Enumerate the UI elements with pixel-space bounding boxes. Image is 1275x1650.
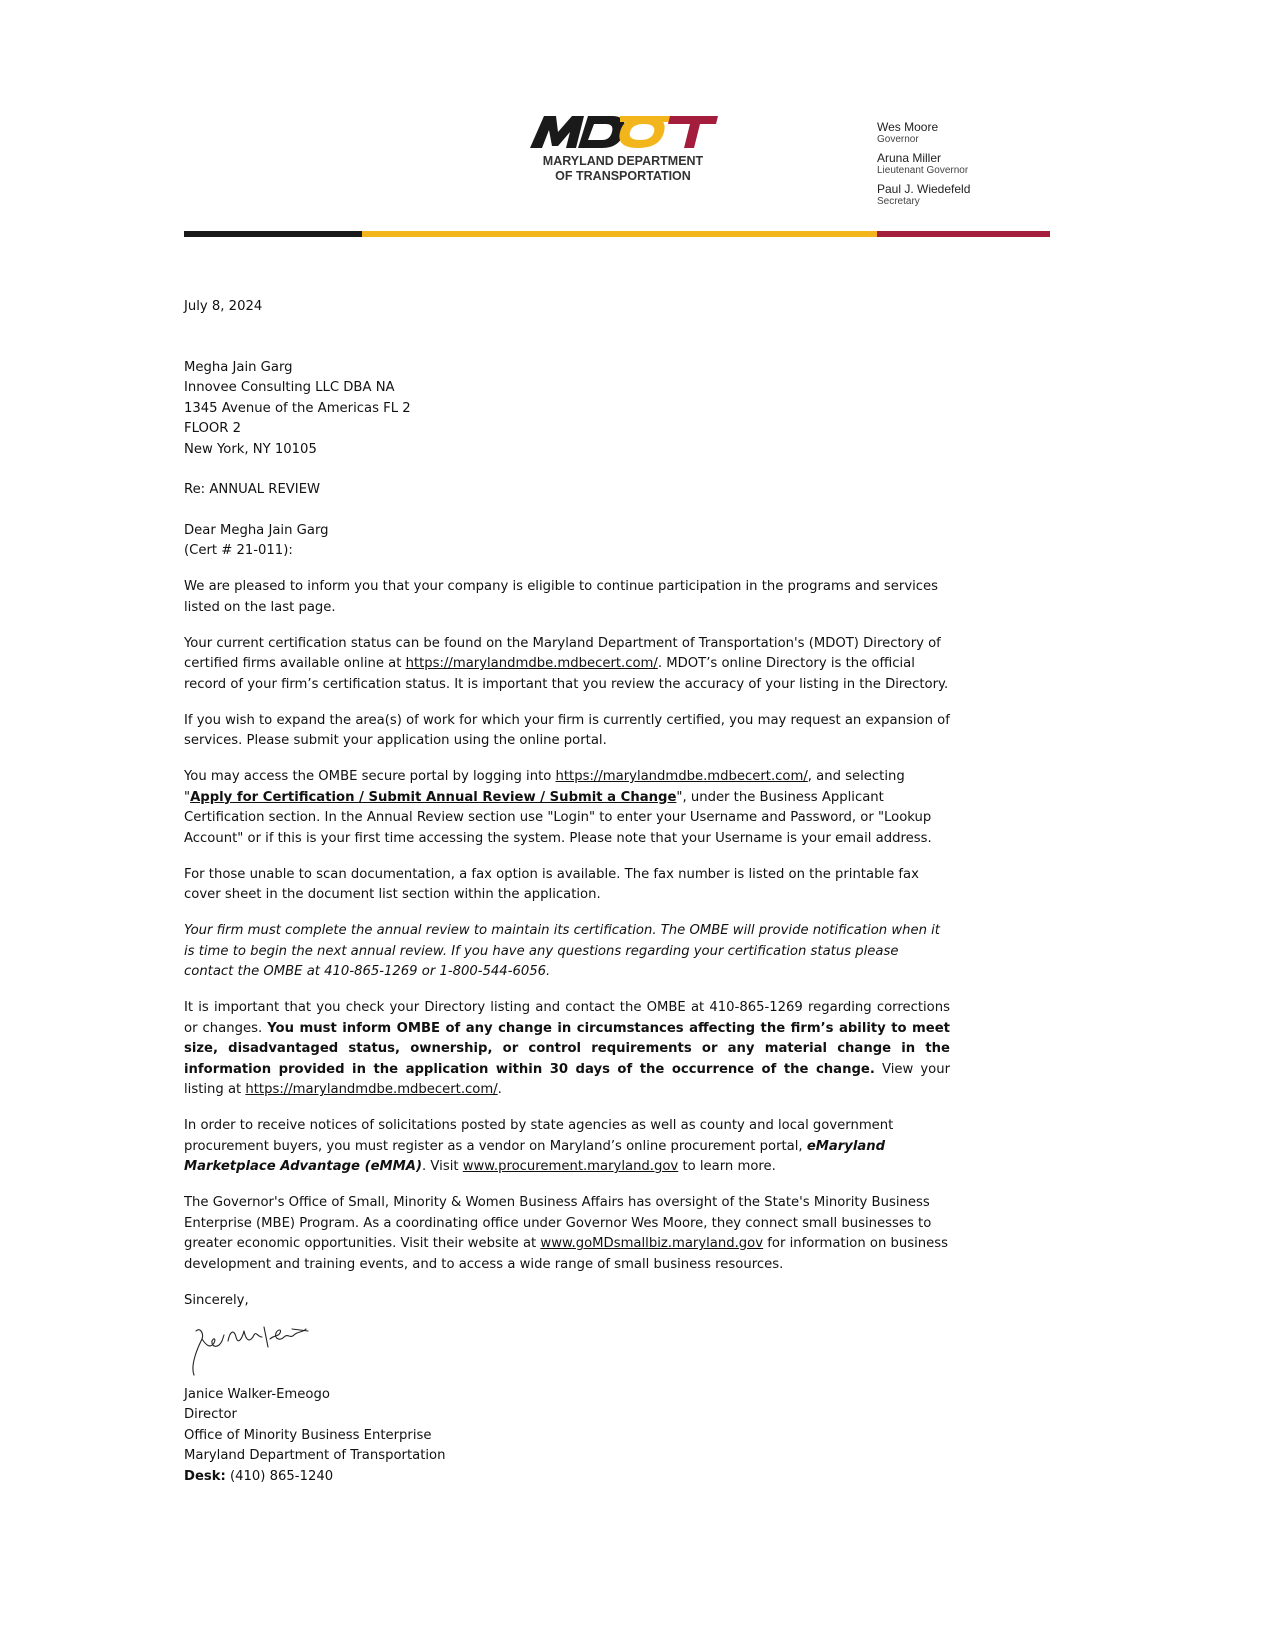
recipient-name: Megha Jain Garg	[184, 359, 293, 375]
listing-link[interactable]: https://marylandmdbe.mdbecert.com/	[245, 1082, 498, 1097]
letter-body	[184, 297, 950, 1487]
recipient-address-line-2: FLOOR 2	[184, 421, 241, 436]
closing: Sincerely,	[184, 1292, 249, 1308]
paragraph-expansion: If you wish to expand the area(s) of work for which your firm is currently certified, you may request an expansion of services. Please submit your application using the online portal.	[184, 712, 950, 748]
official-secretary	[877, 183, 1047, 207]
apply-for-certification-label: Apply for Certification / Submit Annual Review / Submit a Change	[190, 789, 677, 805]
paragraph-text: It is important that you check your Directory listing and contact the OMBE at 410-865-1269 regarding corrections or changes.	[184, 1000, 950, 1036]
subject-line: Re: ANNUAL REVIEW	[184, 482, 321, 497]
official-title: Lieutenant Governor	[877, 165, 969, 176]
paragraph-annual-review: Your firm must complete the annual review to maintain its certification. The OMBE will provide notification when it is time to begin the next annual review. If you have any questions regarding your certification status please contact the OMBE at 410-865-1269 or 1-800-544-6056.	[184, 923, 940, 979]
paragraph-directory	[184, 634, 950, 696]
bar-black-segment	[184, 231, 362, 237]
signer-title: Director	[184, 1407, 237, 1422]
official-title: Governor	[877, 134, 919, 145]
paragraph-text: You may access the OMBE secure portal by logging into	[184, 769, 556, 784]
gomdsmallbiz-link[interactable]: www.goMDsmallbiz.maryland.gov	[540, 1236, 764, 1251]
official-lt-governor	[877, 152, 1047, 176]
paragraph-text: In order to receive notices of solicitations posted by state agencies as well as county and local government procurement buyers, you must register as a vendor on Maryland’s online procurement portal,	[184, 1118, 894, 1154]
salutation: Dear Megha Jain Garg	[184, 522, 329, 538]
logo-subtitle	[528, 154, 718, 184]
official-name: Aruna Miller	[877, 151, 942, 165]
officials-list	[877, 121, 1047, 214]
recipient-address	[184, 358, 950, 461]
paragraph-text: to learn more.	[678, 1159, 776, 1174]
signer-desk-phone	[184, 1467, 950, 1488]
official-title: Secretary	[877, 196, 920, 207]
paragraph-text: View your listing at	[184, 1061, 951, 1097]
recipient-company: Innovee Consulting LLC DBA NA	[184, 380, 395, 395]
paragraph-text: The Governor's Office of Small, Minority & Women Business Affairs has oversight of the State's Minority Business Enterprise (MBE) Program. As a coordinating office under Governor Wes Moore, they connect small businesses to greater economic opportunities. Visit their website at	[184, 1195, 932, 1251]
signer-department: Maryland Department of Transportation	[184, 1448, 446, 1463]
recipient-city-state-zip: New York, NY 10105	[184, 441, 317, 457]
letter-date: July 8, 2024	[184, 299, 263, 314]
bar-gold-segment	[362, 231, 877, 237]
paragraph-emma	[184, 1116, 950, 1178]
portal-link[interactable]: https://marylandmdbe.mdbecert.com/	[555, 769, 808, 784]
signer-name: Janice Walker-Emeogo	[184, 1386, 330, 1402]
paragraph-changes	[184, 998, 950, 1101]
paragraph-portal	[184, 767, 950, 849]
paragraph-eligibility: We are pleased to inform you that your company is eligible to continue participation in the programs and services listed on the last page.	[184, 579, 939, 615]
desk-label: Desk:	[184, 1468, 226, 1484]
salutation-block	[184, 521, 950, 562]
signature-image	[184, 1317, 309, 1377]
signer-office: Office of Minority Business Enterprise	[184, 1427, 432, 1443]
paragraph-text: . Visit	[422, 1159, 463, 1174]
mdot-logo	[528, 110, 718, 190]
paragraph-text: . MDOT’s online Directory is the official record of your firm’s certification status. It is important that you review the accuracy of your listing in the Directory.	[184, 656, 949, 692]
official-governor	[877, 121, 1047, 145]
paragraph-bold-notice: You must inform OMBE of any change in circumstances affecting the firm’s ability to meet size, disadvantaged status, ownership, or control requirements or any material change in the information provided in the application within 30 days of the occurrence of the change.	[184, 1020, 950, 1077]
paragraph-text: ", under the Business Applicant Certification section. In the Annual Review section use "Login" to enter your Username and Password, or "Lookup Account" or if this is your first time accessing the system. Please note that your Username is your email address.	[184, 789, 932, 846]
desk-phone: (410) 865-1240	[225, 1468, 334, 1484]
cert-number: (Cert # 21-011):	[184, 543, 293, 558]
paragraph-gomdsmallbiz	[184, 1193, 950, 1275]
signer-block	[184, 1385, 950, 1488]
official-name: Wes Moore	[877, 120, 939, 134]
paragraph-fax: For those unable to scan documentation, a fax option is available. The fax number is listed on the printable fax cover sheet in the document list section within the application.	[184, 866, 919, 902]
emma-name: eMaryland Marketplace Advantage (eMMA)	[184, 1138, 886, 1174]
paragraph-text: Your current certification status can be found on the Maryland Department of Transportation's (MDOT) Directory of certified firms available online at	[184, 635, 941, 671]
logo-line-2: OF TRANSPORTATION	[555, 169, 691, 183]
directory-link[interactable]: https://marylandmdbe.mdbecert.com/	[405, 656, 658, 671]
official-name: Paul J. Wiedefeld	[877, 182, 971, 196]
paragraph-text: , and selecting "	[184, 769, 905, 805]
recipient-address-line-1: 1345 Avenue of the Americas FL 2	[184, 400, 411, 416]
bar-red-segment	[877, 231, 1050, 237]
mdot-logo-mark	[528, 110, 718, 150]
logo-line-1: MARYLAND DEPARTMENT	[542, 154, 704, 168]
procurement-link[interactable]: www.procurement.maryland.gov	[462, 1159, 679, 1174]
paragraph-text: .	[497, 1082, 502, 1097]
header-color-bar	[184, 231, 1050, 237]
paragraph-text: for information on business development and training events, and to access a wide range of small business resources.	[184, 1236, 948, 1272]
